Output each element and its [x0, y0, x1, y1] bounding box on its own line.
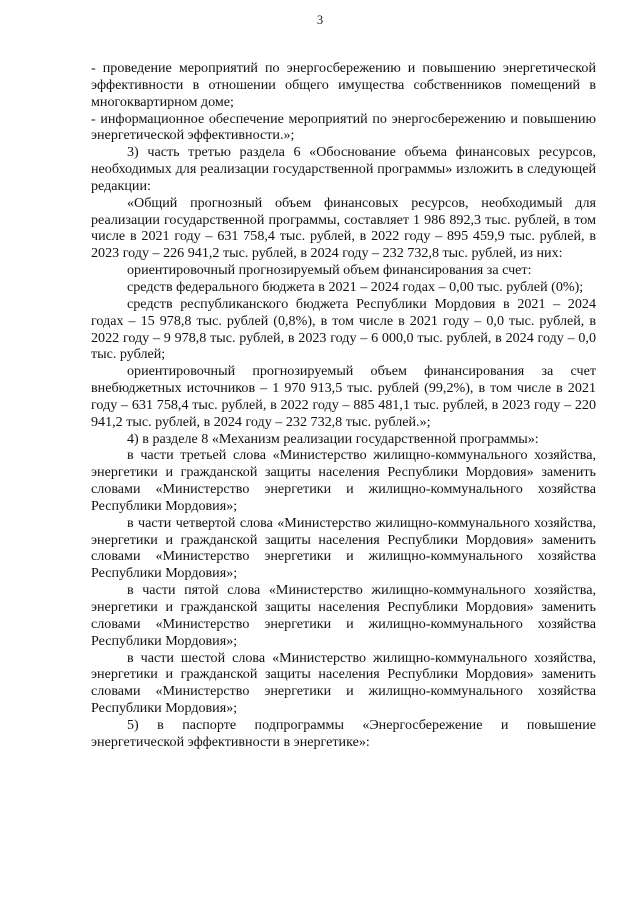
paragraph-14: 5) в паспорте подпрограммы «Энергосбережение и повышение энергетической эффективности в энергетике»: — [91, 716, 596, 750]
paragraph-9: 4) в разделе 8 «Механизм реализации государственной программы»: — [127, 430, 539, 447]
paragraph-8: ориентировочный прогнозируемый объем финансирования за счет внебюджетных источников – 1 970 913,5 тыс. рублей (99,2%), в том числе в 2021 году – 631 758,4 тыс. рублей, в 2022 году – 885 481,1 тыс. рублей, в 2023 году – 220 941,2 тыс. рублей, в 2024 году – 232 732,8 тыс. рублей.»; — [91, 363, 596, 430]
paragraph-10: в части третьей слова «Министерство жилищно-коммунального хозяйства, энергетики и гражданской защиты населения Республики Мордовия» заменить словами «Министерство энергетики и жилищно-коммунального хозяйства Республики Мордовия»; — [91, 447, 596, 514]
paragraph-7: средств республиканского бюджета Республики Мордовия в 2021 – 2024 годах – 15 978,8 тыс. рублей (0,8%), в том числе в 2021 году – 0,0 тыс. рублей, в 2022 году – 9 978,8 тыс. рублей, в 2023 году – 6 000,0 тыс. рублей, в 2024 году – 0,0 тыс. рублей; — [91, 295, 596, 363]
paragraph-4: «Общий прогнозный объем финансовых ресурсов, необходимый для реализации государственной программы, составляет 1 986 892,3 тыс. рублей, в том числе в 2021 году – 631 758,4 тыс. рублей, в 2022 году – 895 459,9 тыс. рублей, в 2023 году – 226 941,2 тыс. рублей, в 2024 году – 232 732,8 тыс. рублей, из них: — [91, 194, 596, 262]
paragraph-6: средств федерального бюджета в 2021 – 2024 годах – 0,00 тыс. рублей (0%); — [127, 278, 584, 295]
paragraph-2: - информационное обеспечение мероприятий по энергосбережению и повышению энергетической эффективности.»; — [91, 110, 596, 144]
page-number: 3 — [316, 13, 324, 27]
paragraph-1: - проведение мероприятий по энергосбережению и повышению энергетической эффективности в отношении общего имущества собственников помещений в многоквартирном доме; — [91, 60, 596, 110]
paragraph-13: в части шестой слова «Министерство жилищно-коммунального хозяйства, энергетики и гражданской защиты населения Республики Мордовия» заменить словами «Министерство энергетики и жилищно-коммунального хозяйства Республики Мордовия»; — [91, 649, 596, 717]
document-body — [91, 60, 596, 751]
paragraph-12: в части пятой слова «Министерство жилищно-коммунального хозяйства, энергетики и гражданской защиты населения Республики Мордовия» заменить словами «Министерство энергетики и жилищно-коммунального хозяйства Республики Мордовия»; — [91, 582, 596, 649]
paragraph-11: в части четвертой слова «Министерство жилищно-коммунального хозяйства, энергетики и гражданской защиты населения Республики Мордовия» заменить словами «Министерство энергетики и жилищно-коммунального хозяйства Республики Мордовия»; — [91, 514, 596, 582]
paragraph-3: 3) часть третью раздела 6 «Обоснование объема финансовых ресурсов, необходимых для реализации государственной программы» изложить в следующей редакции: — [91, 144, 596, 194]
paragraph-5: ориентировочный прогнозируемый объем финансирования за счет: — [127, 262, 532, 279]
